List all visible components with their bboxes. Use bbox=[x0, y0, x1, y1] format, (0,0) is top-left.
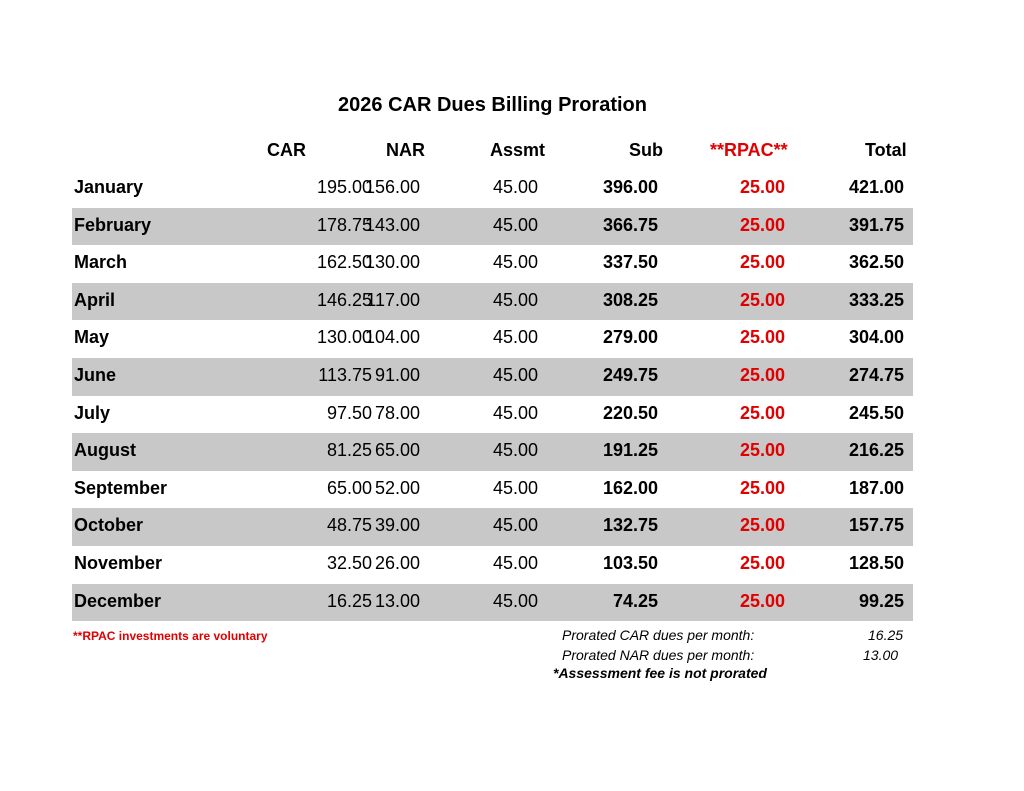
sub-cell: 396.00 bbox=[602, 177, 658, 197]
total-cell: 304.00 bbox=[848, 327, 904, 348]
rpac-cell: 25.00 bbox=[739, 440, 785, 461]
month-label: August bbox=[74, 440, 136, 461]
page-title: 2026 CAR Dues Billing Proration bbox=[338, 94, 647, 116]
rpac-cell: 25.00 bbox=[739, 552, 785, 573]
table-row-april bbox=[72, 283, 913, 321]
car-cell: 162.50 bbox=[316, 252, 372, 273]
sub-cell: 366.75 bbox=[602, 214, 658, 235]
nar-cell: 156.00 bbox=[364, 177, 420, 197]
assmt-cell: 45.00 bbox=[492, 364, 538, 385]
nar-cell: 91.00 bbox=[374, 364, 420, 385]
nar-cell: 65.00 bbox=[374, 440, 420, 461]
prorated-car-label: Prorated CAR dues per month: bbox=[562, 627, 755, 643]
month-label: March bbox=[74, 252, 128, 273]
header-assmt: Assmt bbox=[490, 140, 546, 160]
rpac-cell: 25.00 bbox=[739, 590, 785, 611]
assmt-cell: 45.00 bbox=[492, 214, 538, 235]
rpac-cell: 25.00 bbox=[739, 289, 785, 310]
table-row-october bbox=[72, 508, 913, 546]
total-cell: 128.50 bbox=[848, 552, 904, 573]
month-label: October bbox=[74, 515, 144, 536]
prorated-nar-label: Prorated NAR dues per month: bbox=[562, 647, 755, 663]
month-label: June bbox=[74, 364, 117, 385]
car-cell: 16.25 bbox=[326, 590, 372, 611]
month-label: July bbox=[74, 402, 111, 423]
car-cell: 81.25 bbox=[326, 440, 372, 461]
rpac-cell: 25.00 bbox=[739, 252, 785, 273]
total-cell: 157.75 bbox=[848, 515, 904, 536]
nar-cell: 39.00 bbox=[374, 515, 420, 536]
assmt-cell: 45.00 bbox=[492, 552, 538, 573]
car-cell: 113.75 bbox=[318, 364, 372, 385]
assmt-cell: 45.00 bbox=[492, 477, 538, 498]
car-cell: 178.75 bbox=[316, 214, 372, 235]
total-cell: 333.25 bbox=[848, 289, 904, 310]
car-cell: 195.00 bbox=[316, 177, 372, 197]
total-cell: 216.25 bbox=[848, 440, 904, 461]
nar-cell: 26.00 bbox=[374, 552, 420, 573]
rpac-cell: 25.00 bbox=[739, 214, 785, 235]
month-label: December bbox=[74, 590, 162, 611]
month-label: September bbox=[74, 477, 168, 498]
total-cell: 391.75 bbox=[848, 214, 904, 235]
nar-cell: 52.00 bbox=[374, 477, 420, 498]
assmt-cell: 45.00 bbox=[492, 289, 538, 310]
sub-cell: 308.25 bbox=[602, 289, 658, 310]
sub-cell: 279.00 bbox=[602, 327, 658, 348]
rpac-footnote: **RPAC investments are voluntary bbox=[73, 629, 268, 643]
sub-cell: 249.75 bbox=[602, 364, 658, 385]
total-cell: 99.25 bbox=[858, 590, 904, 611]
total-cell: 187.00 bbox=[848, 477, 904, 498]
assmt-cell: 45.00 bbox=[492, 177, 538, 197]
car-cell: 146.25 bbox=[316, 289, 372, 310]
month-label: February bbox=[74, 214, 152, 235]
sub-cell: 191.25 bbox=[602, 440, 658, 461]
prorated-nar-value: 13.00 bbox=[863, 647, 899, 663]
month-label: November bbox=[74, 552, 163, 573]
rpac-cell: 25.00 bbox=[739, 402, 785, 423]
assessment-footnote: *Assessment fee is not prorated bbox=[553, 665, 767, 681]
rpac-cell: 25.00 bbox=[739, 327, 785, 348]
rpac-cell: 25.00 bbox=[739, 364, 785, 385]
table-row-july bbox=[72, 396, 913, 434]
nar-cell: 130.00 bbox=[364, 252, 420, 273]
header-total: Total bbox=[865, 140, 907, 160]
nar-cell: 13.00 bbox=[374, 590, 420, 611]
header-rpac: **RPAC** bbox=[710, 140, 788, 160]
nar-cell: 117.00 bbox=[366, 289, 420, 310]
total-cell: 245.50 bbox=[848, 402, 904, 423]
car-cell: 48.75 bbox=[326, 515, 372, 536]
total-cell: 362.50 bbox=[848, 252, 904, 273]
table-row-february bbox=[72, 208, 913, 246]
assmt-cell: 45.00 bbox=[492, 515, 538, 536]
rpac-cell: 25.00 bbox=[739, 515, 785, 536]
table-row-may bbox=[72, 320, 913, 358]
assmt-cell: 45.00 bbox=[492, 590, 538, 611]
table-row-june bbox=[72, 358, 913, 396]
dues-table bbox=[72, 170, 913, 621]
car-cell: 65.00 bbox=[326, 477, 372, 498]
assmt-cell: 45.00 bbox=[492, 252, 538, 273]
rpac-cell: 25.00 bbox=[739, 177, 785, 197]
sub-cell: 337.50 bbox=[602, 252, 658, 273]
month-label: May bbox=[74, 327, 110, 348]
total-cell: 274.75 bbox=[848, 364, 904, 385]
nar-cell: 143.00 bbox=[364, 214, 420, 235]
sub-cell: 220.50 bbox=[602, 402, 658, 423]
header-car: CAR bbox=[267, 140, 306, 160]
car-cell: 32.50 bbox=[326, 552, 372, 573]
car-cell: 130.00 bbox=[316, 327, 372, 348]
header-sub: Sub bbox=[629, 140, 663, 160]
table-row-november bbox=[72, 546, 913, 584]
table-row-march bbox=[72, 245, 913, 283]
month-label: April bbox=[74, 289, 116, 310]
prorated-car-value: 16.25 bbox=[868, 627, 904, 643]
nar-cell: 104.00 bbox=[364, 327, 420, 348]
sub-cell: 132.75 bbox=[602, 515, 658, 536]
table-row-august bbox=[72, 433, 913, 471]
header-nar: NAR bbox=[386, 140, 425, 160]
table-row-december bbox=[72, 584, 913, 622]
month-label: January bbox=[74, 177, 144, 197]
assmt-cell: 45.00 bbox=[492, 327, 538, 348]
sub-cell: 162.00 bbox=[602, 477, 658, 498]
sub-cell: 103.50 bbox=[602, 552, 658, 573]
table-row-january bbox=[72, 170, 913, 208]
table-row-september bbox=[72, 471, 913, 509]
nar-cell: 78.00 bbox=[374, 402, 420, 423]
rpac-cell: 25.00 bbox=[739, 477, 785, 498]
car-cell: 97.50 bbox=[326, 402, 372, 423]
assmt-cell: 45.00 bbox=[492, 402, 538, 423]
assmt-cell: 45.00 bbox=[492, 440, 538, 461]
total-cell: 421.00 bbox=[848, 177, 904, 197]
sub-cell: 74.25 bbox=[612, 590, 658, 611]
